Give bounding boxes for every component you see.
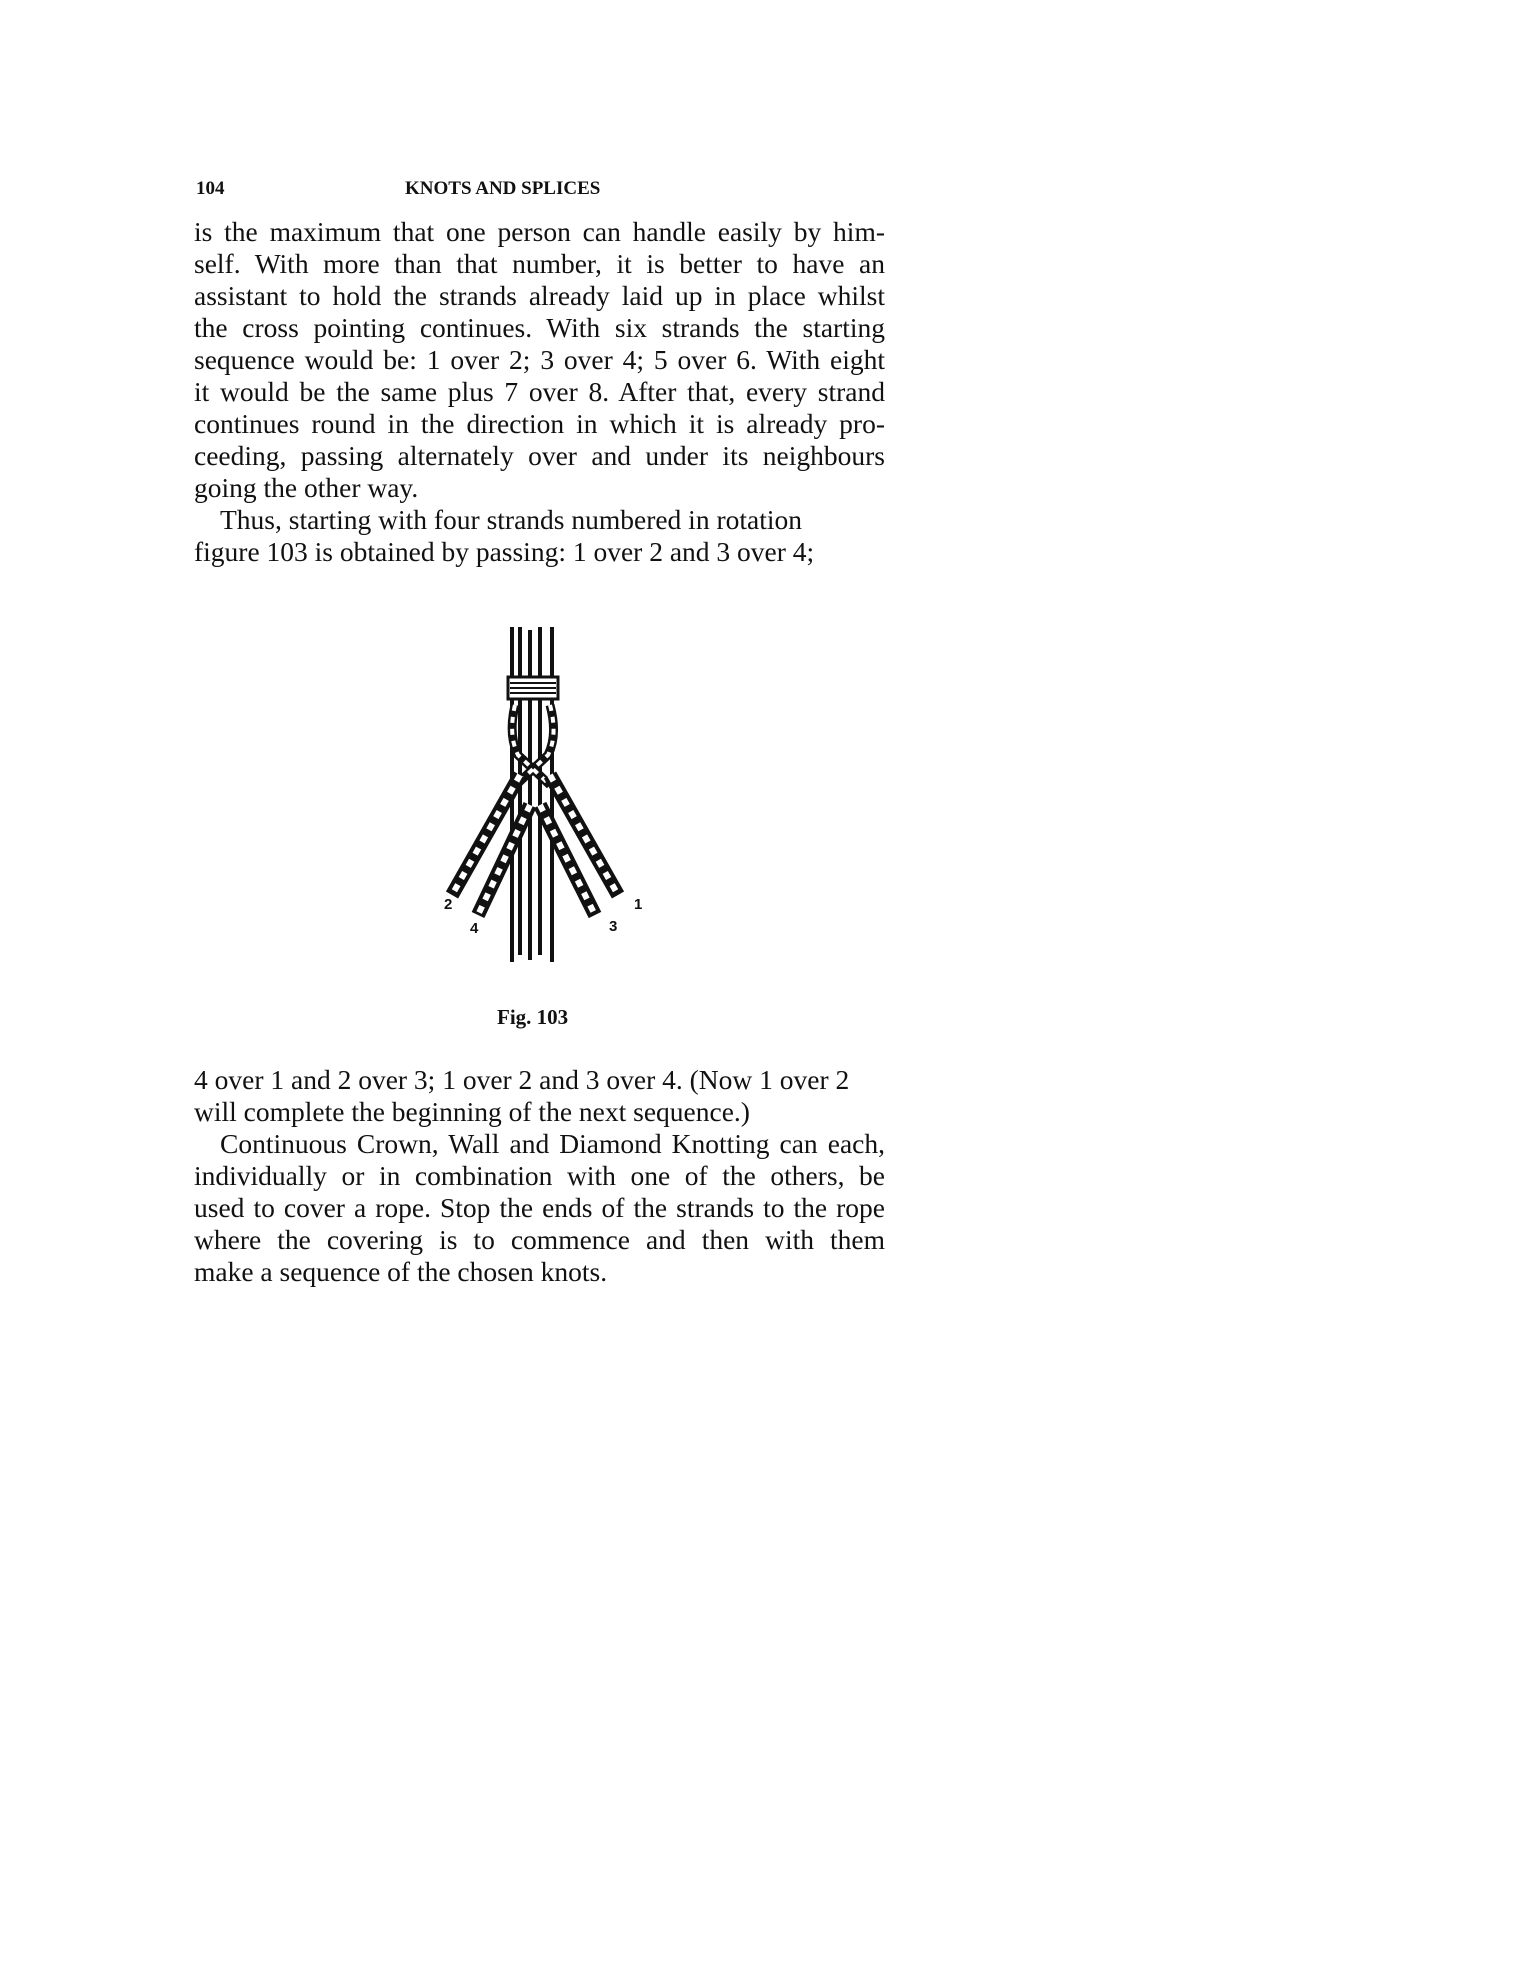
text-line: make a sequence of the chosen knots.	[194, 1256, 608, 1287]
figure-caption: Fig. 103	[497, 1005, 569, 1029]
text-line: it would be the same plus 7 over 8. After that, every strand	[194, 376, 885, 407]
text-line: Thus, starting with four strands numbered in rotation	[220, 504, 802, 535]
page-number: 104	[196, 178, 225, 199]
text-line: will complete the beginning of the next sequence.)	[194, 1096, 750, 1127]
text-line: continues round in the direction in which it is already pro-	[194, 408, 885, 439]
text-line: the cross pointing continues. With six strands the starting	[194, 312, 885, 343]
strand-label-2: 2	[444, 896, 453, 913]
text-line: going the other way.	[194, 472, 419, 503]
text-line: sequence would be: 1 over 2; 3 over 4; 5 over 6. With eight	[194, 344, 885, 375]
strand-label-4: 4	[470, 920, 479, 937]
strand-label-1: 1	[634, 896, 643, 913]
text-line: self. With more than that number, it is better to have an	[194, 248, 885, 279]
text-line: is the maximum that one person can handle easily by him-	[194, 216, 885, 247]
strand-label-3: 3	[609, 918, 618, 935]
running-title: KNOTS AND SPLICES	[405, 178, 601, 199]
text-line: where the covering is to commence and then with them	[194, 1224, 885, 1255]
text-line: individually or in combination with one of the others, be	[194, 1160, 885, 1191]
text-line: ceeding, passing alternately over and under its neighbours	[194, 440, 885, 471]
text-line: figure 103 is obtained by passing: 1 over 2 and 3 over 4;	[194, 536, 815, 567]
text-line: used to cover a rope. Stop the ends of the strands to the rope	[194, 1192, 885, 1223]
text-line: Continuous Crown, Wall and Diamond Knotting can each,	[220, 1128, 885, 1159]
text-line: 4 over 1 and 2 over 3; 1 over 2 and 3 over 4. (Now 1 over 2	[194, 1064, 850, 1095]
text-block-1	[194, 216, 885, 568]
text-block-2	[194, 1064, 885, 1288]
text-line: assistant to hold the strands already laid up in place whilst	[194, 280, 885, 311]
